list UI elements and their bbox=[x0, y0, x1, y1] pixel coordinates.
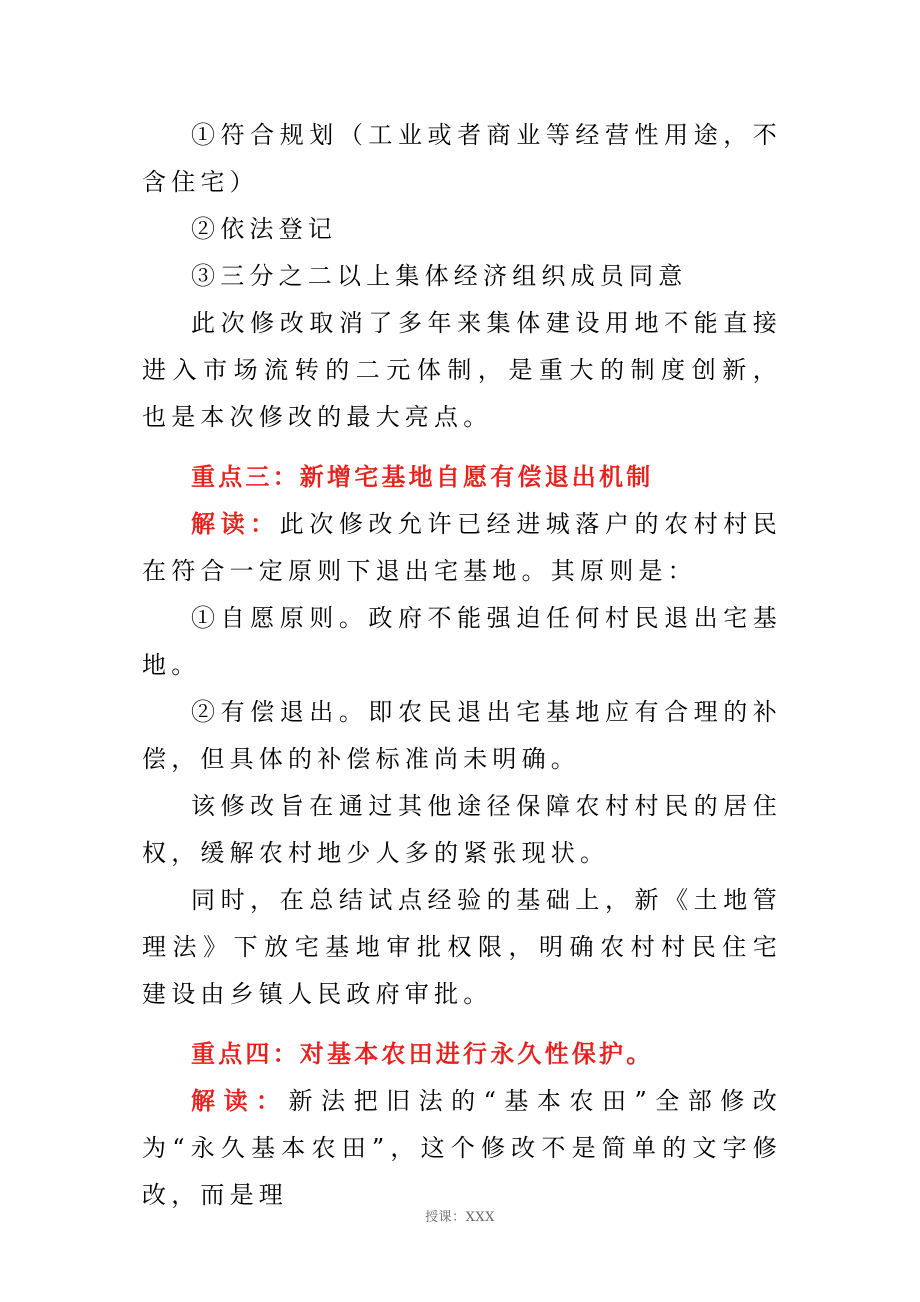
paragraph-highlight-note: 此次修改取消了多年来集体建设用地不能直接进入市场流转的二元体制，是重大的制度创新，也是本次修改的最大亮点。 bbox=[142, 309, 782, 431]
interpretation-label: 解读： bbox=[191, 509, 280, 538]
paragraph-condition-2: ②依法登记 bbox=[191, 215, 337, 243]
paragraph-principle-1: ①自愿原则。政府不能强迫任何村民退出宅基地。 bbox=[142, 604, 782, 679]
interpretation-text: 此次修改允许已经进城落户的农村村民在符合一定原则下退出宅基地。其原则是： bbox=[142, 510, 782, 585]
interpretation-text: 新法把旧法的“基本农田”全部修改为“永久基本农田”，这个修改不是简单的文字修改，而是理 bbox=[142, 1087, 782, 1209]
paragraph-interpretation-3 bbox=[142, 500, 782, 595]
paragraph-interpretation-4 bbox=[142, 1077, 782, 1219]
paragraph-purpose: 该修改旨在通过其他途径保障农村村民的居住权，缓解农村地少人多的紧张现状。 bbox=[142, 792, 782, 867]
paragraph-principle-2: ②有偿退出。即农民退出宅基地应有合理的补偿，但具体的补偿标准尚未明确。 bbox=[142, 698, 782, 773]
paragraph-condition-3: ③三分之二以上集体经济组织成员同意 bbox=[191, 262, 688, 290]
section-heading-4: 重点四：对基本农田进行永久性保护。 bbox=[191, 1039, 654, 1068]
page-footer: 授课：XXX bbox=[425, 1210, 495, 1225]
paragraph-condition-1: ①符合规划（工业或者商业等经营性用途，不含住宅） bbox=[142, 121, 782, 196]
interpretation-label: 解读： bbox=[191, 1086, 289, 1115]
document-body bbox=[142, 112, 782, 1219]
section-heading-3: 重点三：新增宅基地自愿有偿退出机制 bbox=[191, 462, 654, 491]
paragraph-approval: 同时，在总结试点经验的基础上，新《土地管理法》下放宅基地审批权限，明确农村村民住宅建设由乡镇人民政府审批。 bbox=[142, 886, 782, 1008]
